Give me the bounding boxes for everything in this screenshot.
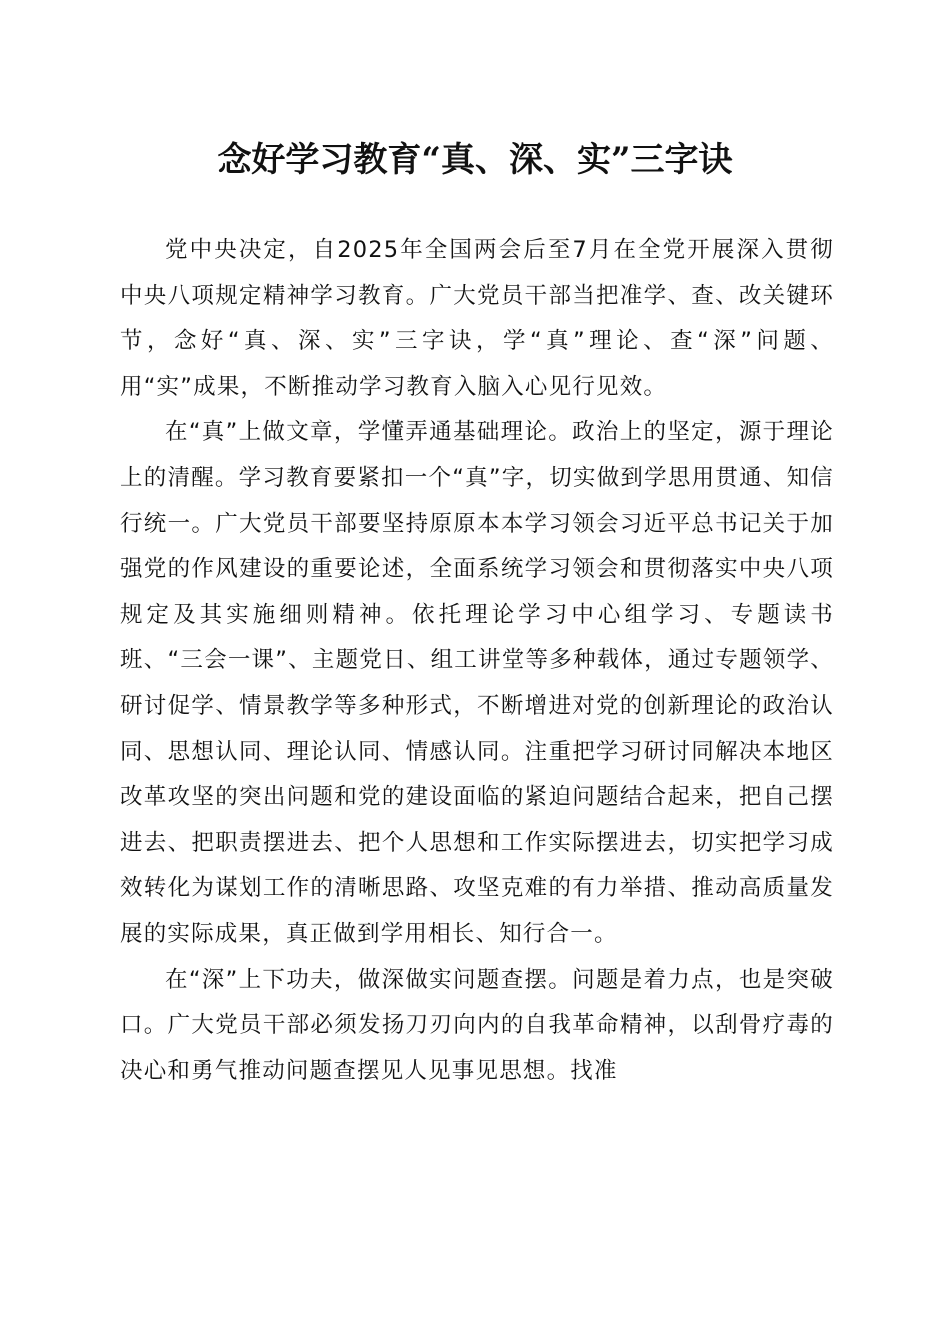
document-title: 念好学习教育“真、深、实”三字诀 [217, 140, 733, 180]
paragraph-shen: 在“深”上下功夫，做深做实问题查摆。问题是着力点，也是突破口。广大党员干部必须发扬刀刃向内的自我革命精神，以刮骨疗毒的决心和勇气推动问题查摆见人见事见思想。找准 [120, 966, 834, 1084]
document-body [120, 228, 834, 1094]
paragraph-zhen: 在“真”上做文章，学懂弄通基础理论。政治上的坚定，源于理论上的清醒。学习教育要紧扣一个“真”字，切实做到学思用贯通、知信行统一。广大党员干部要坚持原原本本学习领会习近平总书记关于加强党的作风建设的重要论述，全面系统学习领会和贯彻落实中央八项规定及其实施细则精神。依托理论学习中心组学习、专题读书班、“三会一课”、主题党日、组工讲堂等多种载体，通过专题领学、研讨促学、情景教学等多种形式，不断增进对党的创新理论的政治认同、思想认同、理论认同、情感认同。注重把学习研讨同解决本地区改革攻坚的突出问题和党的建设面临的紧迫问题结合起来，把自己摆进去、把职责摆进去、把个人思想和工作实际摆进去，切实把学习成效转化为谋划工作的清晰思路、攻坚克难的有力举措、推动高质量发展的实际成果，真正做到学用相长、知行合一。 [120, 419, 834, 947]
paragraph-intro: 党中央决定，自2025年全国两会后至7月在全党开展深入贯彻中央八项规定精神学习教育。广大党员干部当把准学、查、改关键环节，念好“真、深、实”三字诀，学“真”理论、查“深”问题、用“实”成果，不断推动学习教育入脑入心见行见效。 [120, 237, 834, 400]
